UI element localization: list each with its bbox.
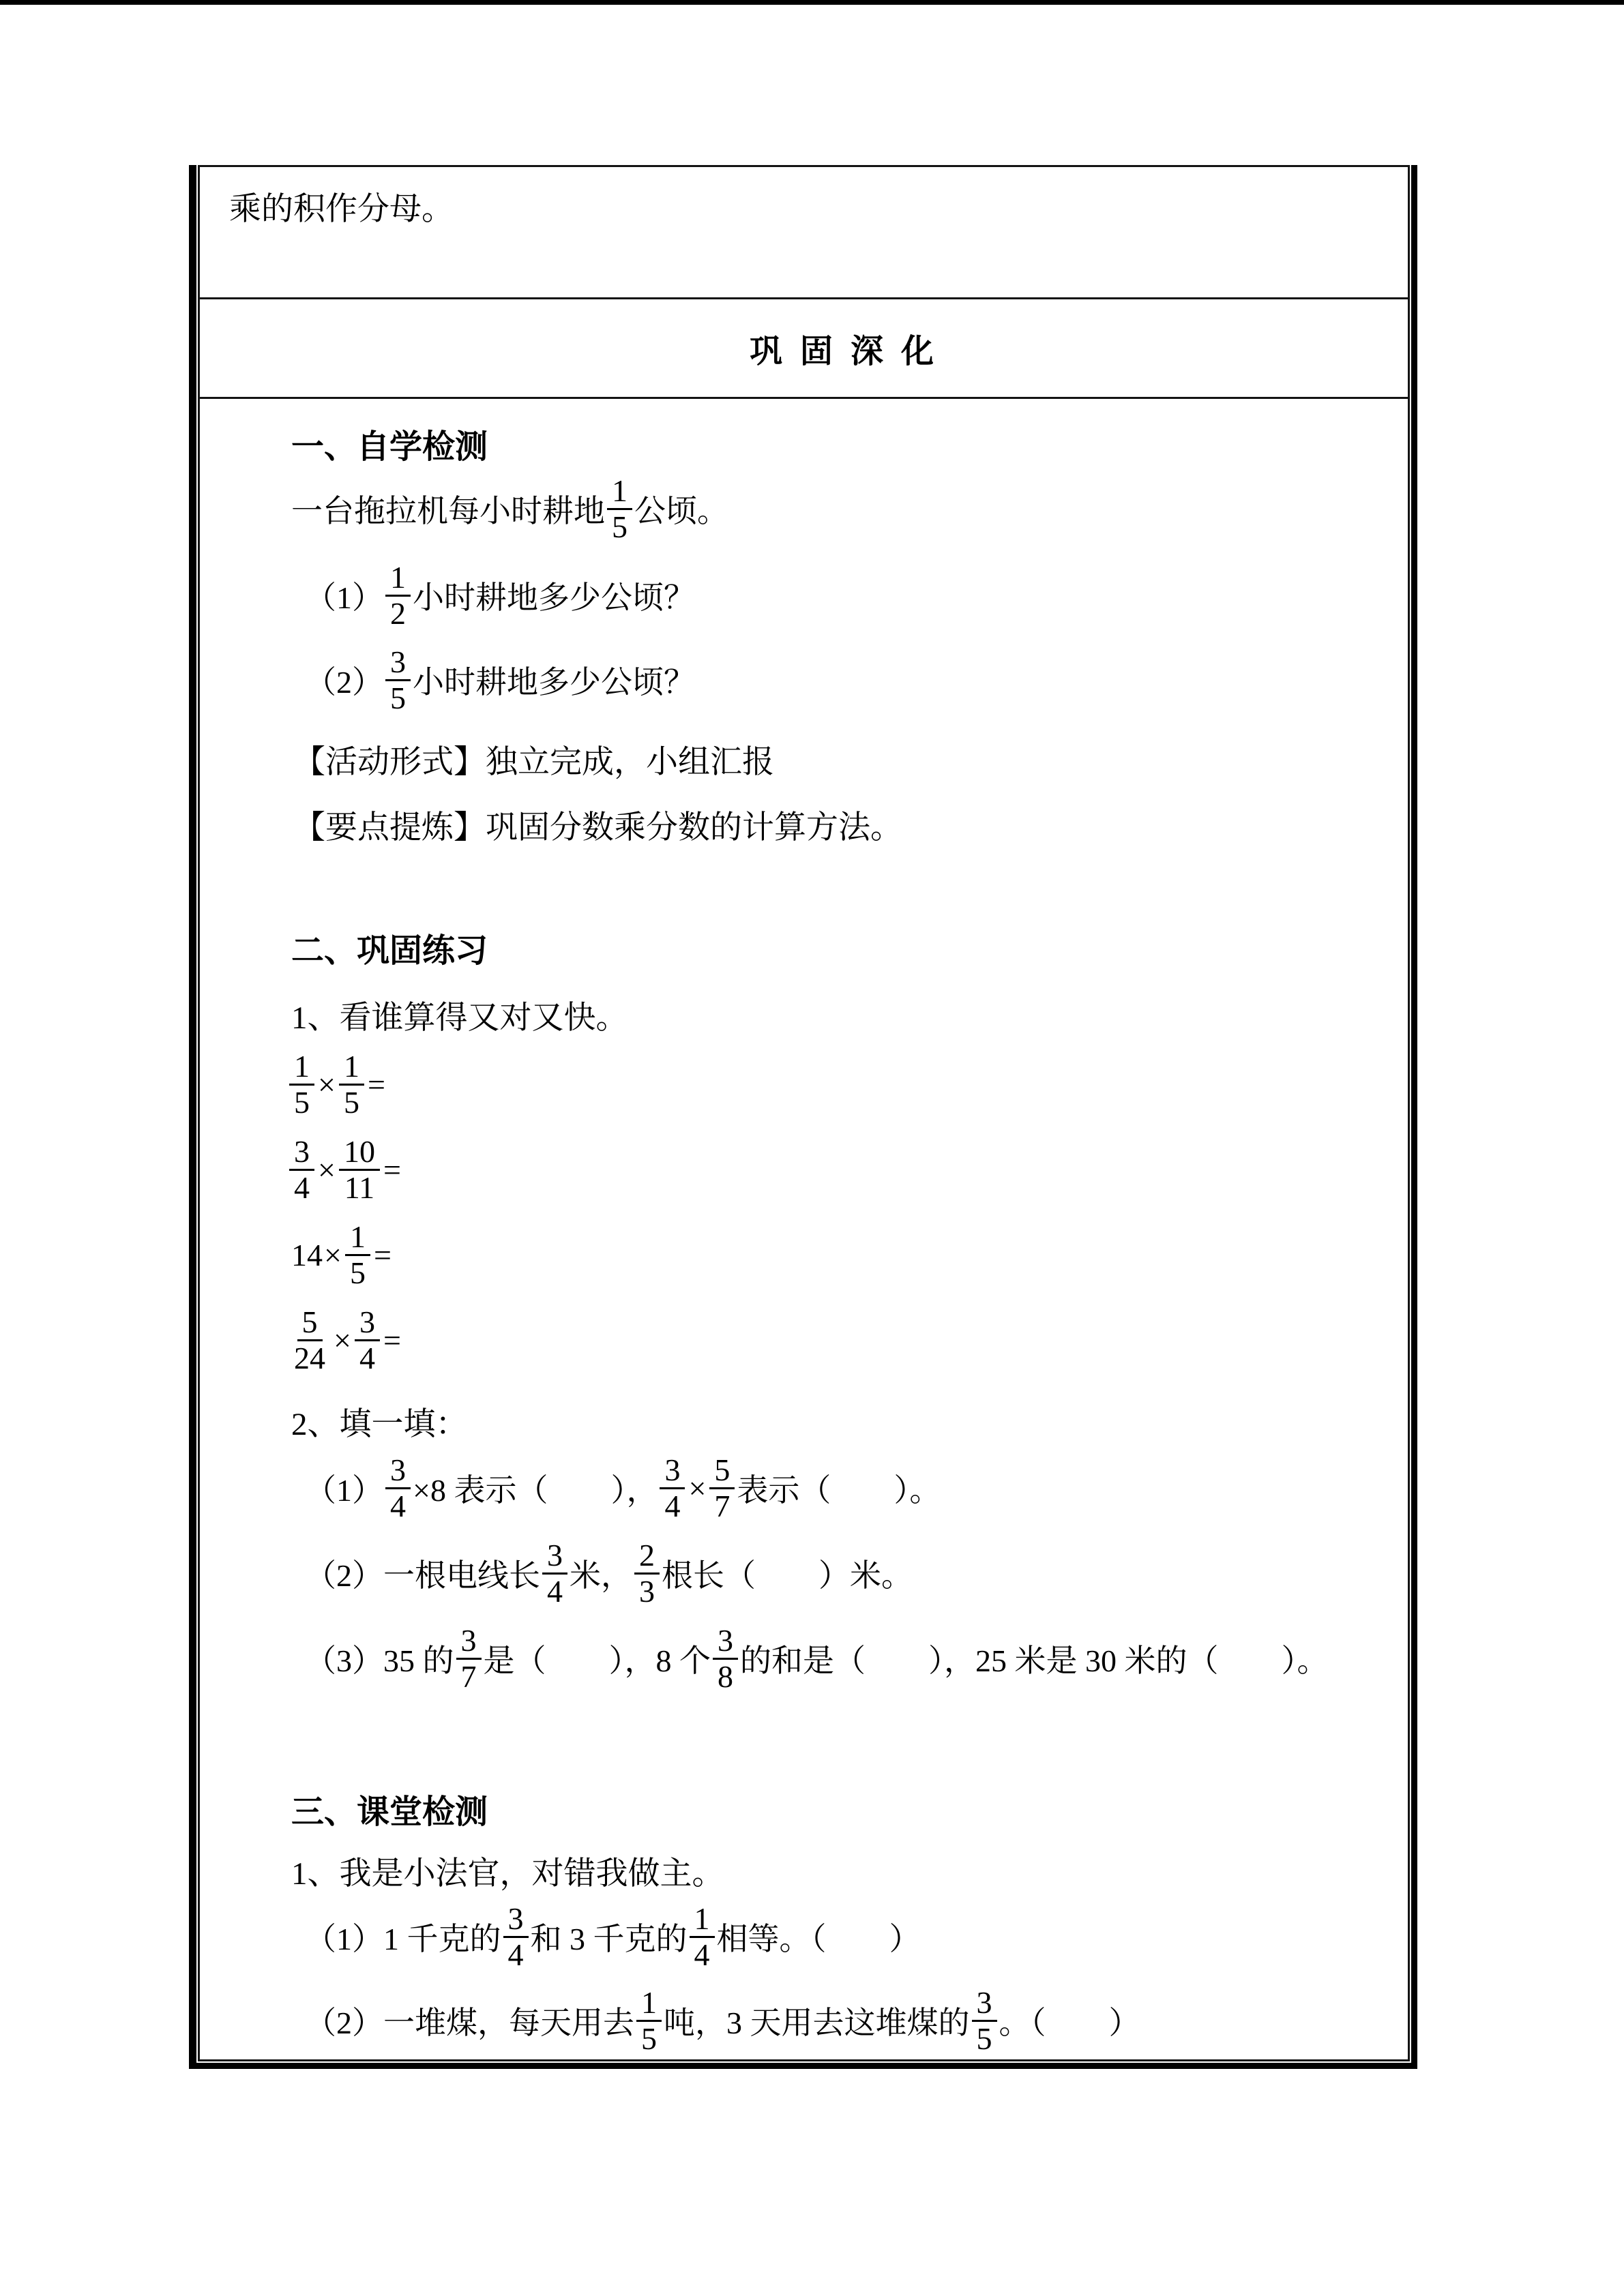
fill-item-2 [305,1535,913,1611]
table-row-continuation [200,167,1408,299]
fraction [289,1305,330,1375]
section1-question-1 [305,557,695,633]
text-fragment: 的和是（ ），25 米是 30 米的（ ）。 [740,1643,1329,1678]
multiply-sign: × [324,1237,342,1272]
judge-item-1 [305,1898,921,1975]
continuation-text: 乘的积作分母。 [229,192,454,227]
fraction [289,1135,314,1204]
fraction-denominator: 5 [612,509,628,544]
page-top-rule [0,0,1624,5]
integer-operand: 14 [291,1237,323,1272]
section1-title: 一、自学检测 [291,429,488,465]
fraction [709,1453,735,1523]
fraction-denominator: 4 [664,1488,681,1523]
section-header-title: 巩 固 深 化 [749,333,939,370]
fraction-numerator: 1 [339,1049,364,1086]
fraction [385,645,411,715]
item-label: （1）1 千克的 [305,1922,501,1956]
equals-sign: = [383,1322,401,1358]
fill-item-1 [305,1450,941,1526]
section2-task2-label: 2、填一填： [291,1407,468,1442]
multiply-sign: × [318,1152,336,1187]
text-fragment: 公顷。 [634,494,728,528]
fraction [339,1049,364,1119]
fraction [385,1453,411,1523]
section3-task1-label: 1、我是小法官，对错我做主。 [291,1856,724,1892]
fraction-denominator: 8 [718,1658,733,1694]
fraction-denominator: 4 [294,1169,310,1205]
fraction [972,1986,997,2055]
text-fragment: 根长（ ）米。 [662,1558,913,1593]
item-label: （2） [305,665,383,700]
fraction-denominator: 2 [390,595,406,631]
fraction [690,1902,715,1971]
judge-item-2 [305,1982,1140,2059]
section2-title: 二、巩固练习 [291,933,488,969]
fraction-numerator: 5 [709,1453,735,1489]
fraction-numerator: 3 [385,1453,411,1489]
fraction [607,474,632,543]
multiply-sign: × [318,1067,336,1102]
equals-sign: = [367,1067,385,1102]
fraction-denominator: 5 [641,2021,657,2056]
fraction-numerator: 1 [345,1220,370,1256]
text-fragment: 表示（ ）。 [737,1473,941,1508]
fraction-numerator: 5 [297,1305,323,1341]
section3-title: 三、课堂检测 [291,1794,488,1830]
fraction [456,1624,482,1693]
text-fragment: 吨，3 天用去这堆煤的 [664,2006,970,2040]
document-sheet [189,165,1417,2069]
fraction-numerator: 10 [339,1135,380,1171]
text-fragment: 一台拖拉机每小时耕地 [291,494,605,528]
equals-sign: = [383,1152,401,1187]
fraction-numerator: 2 [634,1538,660,1575]
fraction-numerator: 1 [607,474,632,510]
equation-3 [291,1217,393,1293]
activity-format-note: 【活动形式】独立完成，小组汇报 [293,745,774,780]
fraction [713,1624,738,1693]
fraction-denominator: 5 [390,680,406,715]
fraction [289,1049,314,1119]
lesson-table [198,165,1410,2061]
fraction-numerator: 3 [713,1624,738,1660]
text-fragment: 是（ ），8 个 [483,1643,711,1678]
fraction-denominator: 11 [344,1169,375,1205]
section1-question-2 [305,642,695,718]
fraction [634,1538,660,1608]
item-label: （2）一堆煤，每天用去 [305,2006,634,2040]
fraction-denominator: 4 [547,1573,563,1609]
item-label: （3）35 的 [305,1643,454,1678]
fraction-denominator: 5 [294,1084,310,1120]
table-row-content [200,403,1408,2059]
fraction-denominator: 5 [976,2021,992,2056]
fraction-denominator: 5 [349,1255,366,1290]
fraction-denominator: 4 [507,1937,524,1972]
fraction-numerator: 3 [660,1453,685,1489]
text-fragment: 小时耕地多少公顷？ [413,580,695,615]
fraction-denominator: 3 [639,1573,655,1609]
fraction-denominator: 4 [390,1488,406,1523]
equals-sign: = [373,1237,392,1272]
fraction-numerator: 3 [355,1305,380,1341]
equation-1 [287,1046,387,1122]
fraction-numerator: 3 [456,1624,482,1660]
multiply-sign: × [688,1470,707,1506]
item-label: （1） [305,1473,383,1508]
text-fragment: 相等。（ ） [716,1922,921,1956]
fraction [345,1220,370,1289]
fraction-numerator: 3 [289,1135,314,1171]
item-label: （2）一根电线长 [305,1558,540,1593]
fraction [636,1986,662,2055]
fraction-denominator: 4 [359,1340,375,1375]
fraction-numerator: 3 [542,1538,567,1575]
fill-item-3 [305,1620,1329,1697]
text-fragment: 小时耕地多少公顷？ [413,665,695,700]
fraction-numerator: 3 [503,1902,529,1938]
fraction-denominator: 7 [714,1488,730,1523]
equation-2 [287,1131,402,1208]
text-fragment: 和 3 千克的 [530,1922,688,1956]
section1-intro [291,471,728,547]
fraction-numerator: 1 [636,1986,662,2022]
text-fragment: 米， [570,1558,632,1593]
fraction-numerator: 3 [972,1986,997,2022]
fraction-denominator: 24 [294,1340,325,1375]
fraction [355,1305,380,1375]
fraction [542,1538,567,1608]
text-fragment: 。（ ） [999,2006,1140,2040]
fraction-denominator: 7 [460,1658,477,1694]
item-label: （1） [305,580,383,615]
fraction [660,1453,685,1523]
fraction-numerator: 1 [289,1049,314,1086]
multiply-sign: × [334,1322,351,1358]
table-row-section-header [200,299,1408,399]
equation-4 [287,1302,402,1378]
key-points-note: 【要点提炼】巩固分数乘分数的计算方法。 [293,810,902,846]
section2-task1-label: 1、看谁算得又对又快。 [291,1000,628,1036]
fraction-numerator: 1 [690,1902,715,1938]
fraction-denominator: 5 [343,1084,359,1120]
text-fragment: ×8 表示（ ）， [413,1473,658,1508]
fraction-numerator: 3 [385,645,411,681]
fraction [503,1902,529,1971]
fraction-denominator: 4 [694,1937,710,1972]
fraction-numerator: 1 [385,561,411,597]
fraction [385,561,411,630]
fraction [339,1135,380,1204]
